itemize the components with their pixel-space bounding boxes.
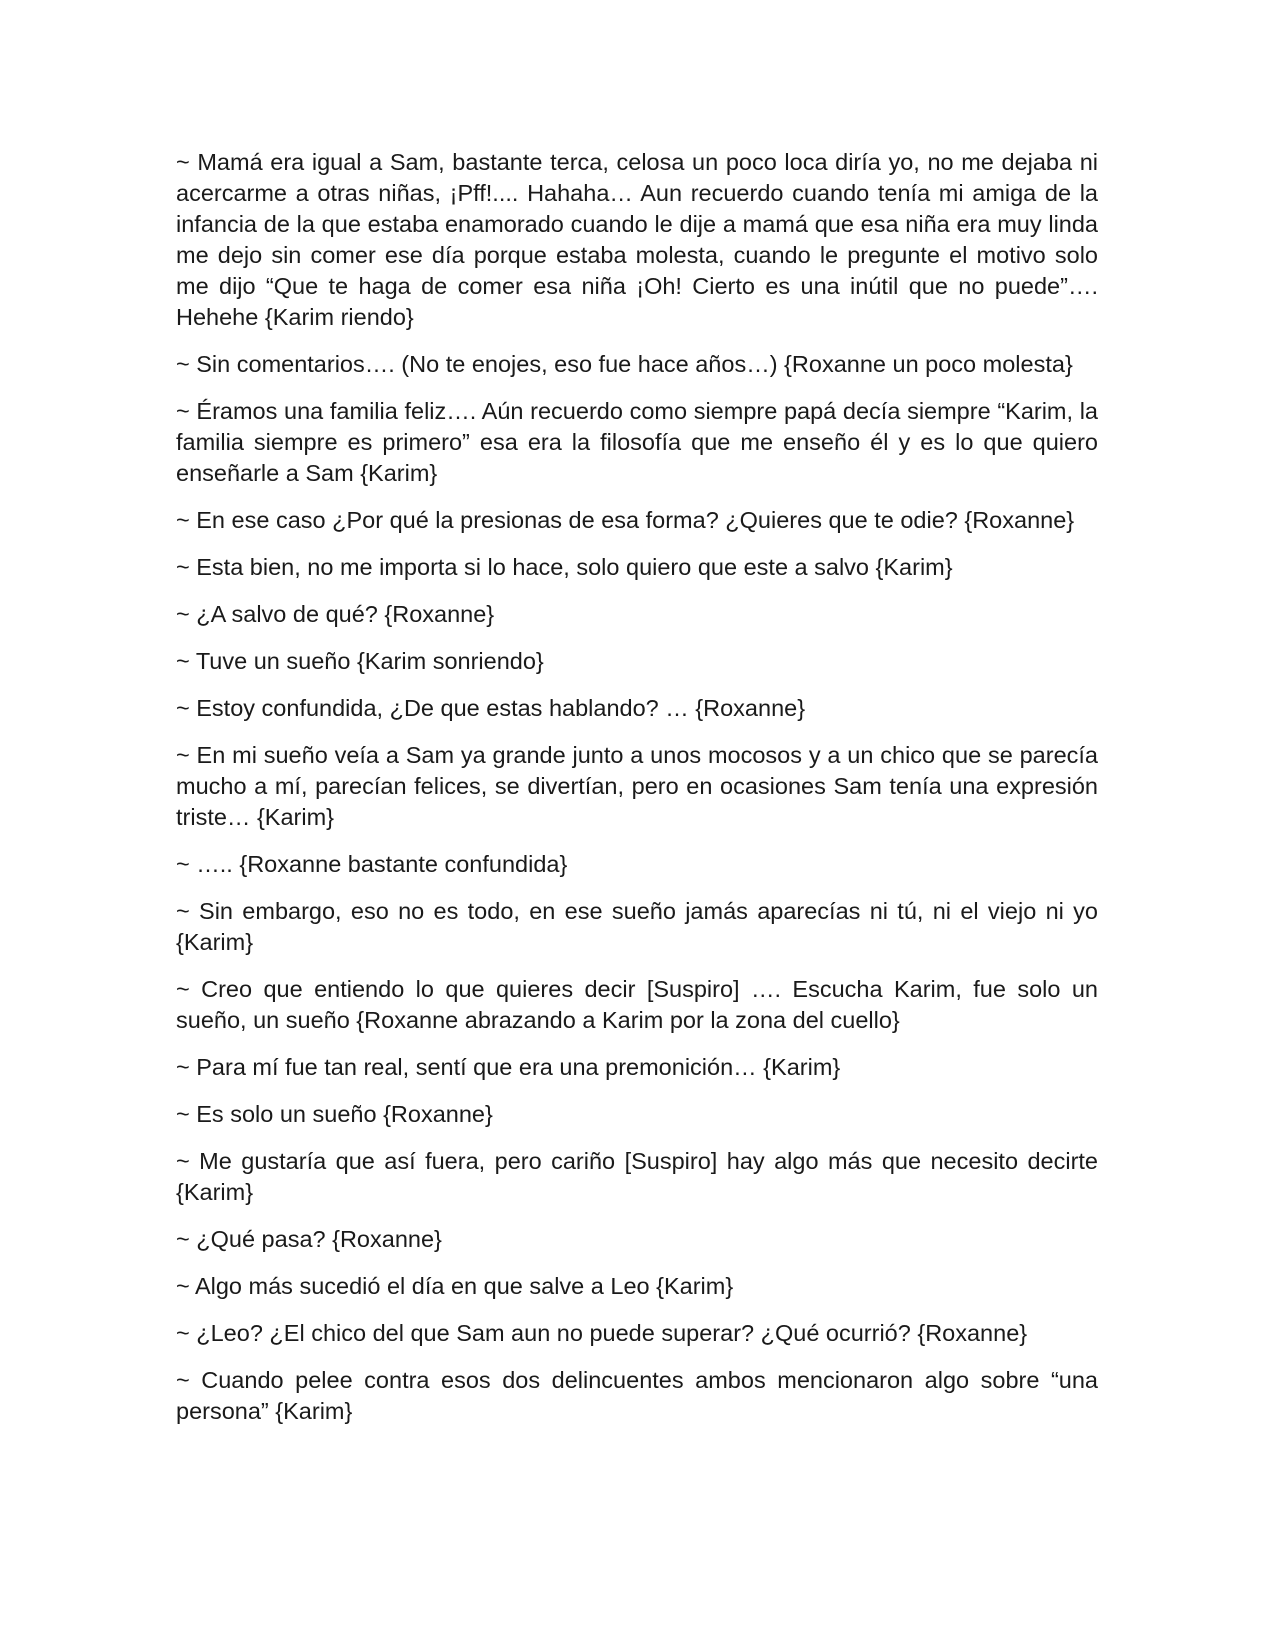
paragraph: ~ Sin embargo, eso no es todo, en ese sueño jamás aparecías ni tú, ni el viejo ni yo {Karim} (176, 898, 1098, 955)
paragraph: ~ Éramos una familia feliz…. Aún recuerdo como siempre papá decía siempre “Karim, la familia siempre es primero” esa era la filosofía que me enseño él y es lo que quiero enseñarle a Sam {Karim} (176, 398, 1098, 486)
paragraph: ~ ¿Qué pasa? {Roxanne} (176, 1226, 442, 1252)
paragraph: ~ Es solo un sueño {Roxanne} (176, 1101, 493, 1127)
paragraph: ~ Para mí fue tan real, sentí que era una premonición… {Karim} (176, 1054, 841, 1080)
document-page (176, 147, 1098, 1443)
paragraph: ~ ¿A salvo de qué? {Roxanne} (176, 601, 495, 627)
paragraph: ~ ¿Leo? ¿El chico del que Sam aun no puede superar? ¿Qué ocurrió? {Roxanne} (176, 1320, 1028, 1346)
paragraph: ~ En ese caso ¿Por qué la presionas de esa forma? ¿Quieres que te odie? {Roxanne} (176, 507, 1075, 533)
paragraph: ~ En mi sueño veía a Sam ya grande junto a unos mocosos y a un chico que se parecía mucho a mí, parecían felices, se divertían, pero en ocasiones Sam tenía una expresión triste… {Karim} (176, 742, 1098, 830)
paragraph: ~ ….. {Roxanne bastante confundida} (176, 851, 568, 877)
paragraph: ~ Esta bien, no me importa si lo hace, solo quiero que este a salvo {Karim} (176, 554, 953, 580)
paragraph: ~ Cuando pelee contra esos dos delincuentes ambos mencionaron algo sobre “una persona” {Karim} (176, 1367, 1098, 1424)
paragraph: ~ Me gustaría que así fuera, pero cariño [Suspiro] hay algo más que necesito decirte {Karim} (176, 1148, 1098, 1205)
paragraph: ~ Tuve un sueño {Karim sonriendo} (176, 648, 544, 674)
paragraph: ~ Algo más sucedió el día en que salve a Leo {Karim} (176, 1273, 734, 1299)
paragraph: ~ Estoy confundida, ¿De que estas hablando? … {Roxanne} (176, 695, 806, 721)
paragraph: ~ Mamá era igual a Sam, bastante terca, celosa un poco loca diría yo, no me dejaba ni acercarme a otras niñas, ¡Pff!.... Hahaha… Aun recuerdo cuando tenía mi amiga de la infancia de la que estaba enamorado cuando le dije a mamá que esa niña era muy linda me dejo sin comer ese día porque estaba molesta, cuando le pregunte el motivo solo me dijo “Que te haga de comer esa niña ¡Oh! Cierto es una inútil que no puede”…. Hehehe {Karim riendo} (176, 149, 1098, 330)
paragraph: ~ Creo que entiendo lo que quieres decir [Suspiro] …. Escucha Karim, fue solo un sueño, un sueño {Roxanne abrazando a Karim por la zona del cuello} (176, 976, 1098, 1033)
paragraph: ~ Sin comentarios…. (No te enojes, eso fue hace años…) {Roxanne un poco molesta} (176, 351, 1073, 377)
